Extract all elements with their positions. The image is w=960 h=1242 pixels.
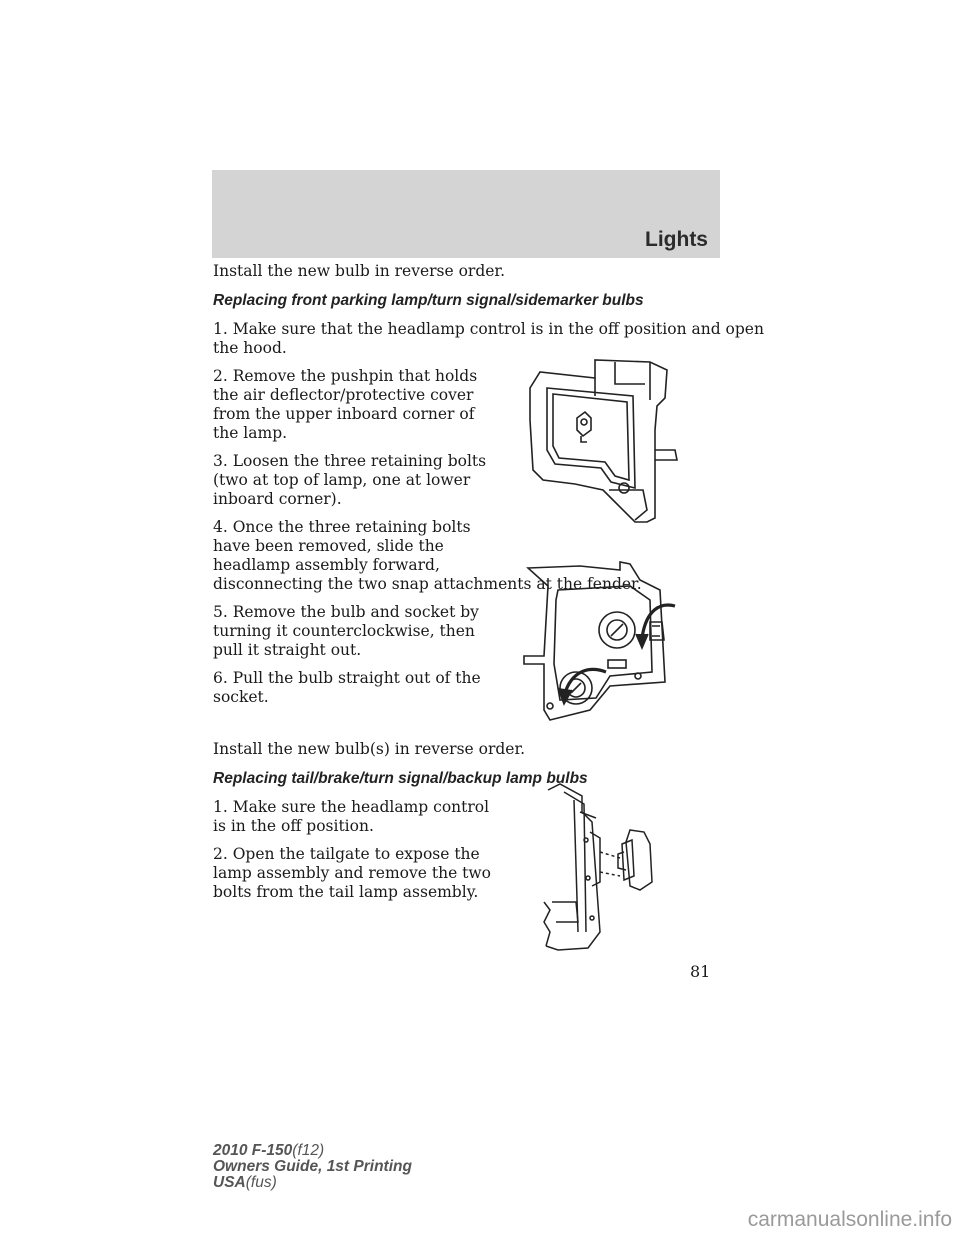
tail-step-1-line-1: 1. Make sure the headlamp control [213,798,490,816]
front-step-4-line-2: have been removed, slide the [213,537,444,555]
front-step-1-line-1: 1. Make sure that the headlamp control is in the off position and open [213,320,764,338]
front-step-6-line-1: 6. Pull the bulb straight out of the [213,669,481,687]
footer-guide: Owners Guide, 1st Printing [213,1158,412,1175]
tail-step-2-line-2: lamp assembly and remove the two [213,864,492,882]
front-step-2-line-4: the lamp. [213,424,288,442]
footer-region: USA [213,1174,246,1191]
front-step-5-line-3: pull it straight out. [213,641,362,659]
front-step-5-line-2: turning it counterclockwise, then [213,622,475,640]
bulb-socket-illustration [520,560,685,722]
front-step-2-line-1: 2. Remove the pushpin that holds [213,367,478,385]
watermark: carmanualsonline.info [747,1208,952,1231]
section-header-band [212,170,720,258]
tail-step-2-line-1: 2. Open the tailgate to expose the [213,845,480,863]
front-step-5-line-1: 5. Remove the bulb and socket by [213,603,479,621]
front-lamp-heading: Replacing front parking lamp/turn signal/sidemarker bulbs [213,292,644,309]
footer-region-code: (fus) [245,1174,277,1191]
tail-step-2-line-3: bolts from the tail lamp assembly. [213,883,479,901]
footer-model-line [213,1143,412,1159]
section-title: Lights [645,228,708,251]
footer-model: 2010 F-150 [213,1142,293,1159]
front-step-1-line-2: the hood. [213,339,287,357]
front-step-6-line-2: socket. [213,688,269,706]
front-step-4-line-4: disconnecting the two snap attachments at the fender. [213,575,642,593]
install-bulbs-text: Install the new bulb(s) in reverse order. [213,740,526,758]
front-step-3-line-3: inboard corner). [213,490,342,508]
install-intro: Install the new bulb in reverse order. [213,262,506,280]
footer-model-code: (f12) [292,1142,325,1159]
front-step-3-line-2: (two at top of lamp, one at lower [213,471,471,489]
front-step-4-line-3: headlamp assembly forward, [213,556,440,574]
headlamp-assembly-illustration [515,350,695,530]
tail-lamp-illustration [540,782,670,954]
tail-step-1-line-2: is in the off position. [213,817,374,835]
front-step-2-line-2: the air deflector/protective cover [213,386,474,404]
front-step-2-line-3: from the upper inboard corner of [213,405,475,423]
print-footer [213,1143,412,1191]
footer-region-line [213,1175,412,1191]
page-number: 81 [690,962,711,981]
front-step-4-line-1: 4. Once the three retaining bolts [213,518,471,536]
tail-lamp-heading: Replacing tail/brake/turn signal/backup lamp bulbs [213,770,588,787]
front-step-3-line-1: 3. Loosen the three retaining bolts [213,452,487,470]
